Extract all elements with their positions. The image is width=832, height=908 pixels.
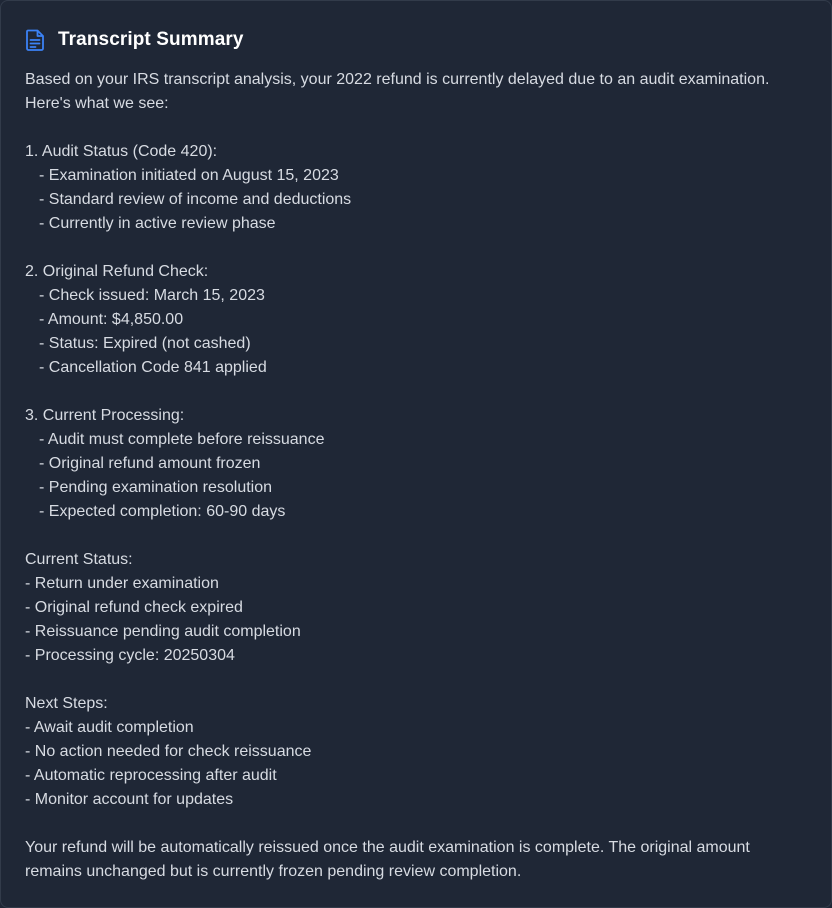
list-item: - Expected completion: 60-90 days xyxy=(39,503,286,520)
list-item: - Processing cycle: 20250304 xyxy=(25,647,235,664)
list-item: - Original refund amount frozen xyxy=(39,455,261,472)
list-item: - Amount: $4,850.00 xyxy=(39,311,184,328)
list-item: - Return under examination xyxy=(25,575,219,592)
list-item: - Automatic reprocessing after audit xyxy=(25,767,277,784)
list-item: - Cancellation Code 841 applied xyxy=(39,359,267,376)
intro-line: Here's what we see: xyxy=(25,95,169,112)
list-item: - Await audit completion xyxy=(25,719,194,736)
document-icon xyxy=(25,29,45,51)
list-item: - Monitor account for updates xyxy=(25,791,234,808)
closing-line: Your refund will be automatically reissued once the audit examination is complete. The original amount xyxy=(25,839,750,856)
closing-line: remains unchanged but is currently frozen pending review completion. xyxy=(25,863,522,880)
list-item: - Currently in active review phase xyxy=(39,215,276,232)
list-item: - Standard review of income and deductions xyxy=(39,191,352,208)
card-header xyxy=(25,27,244,53)
list-item: - Pending examination resolution xyxy=(39,479,273,496)
list-item: - Status: Expired (not cashed) xyxy=(39,335,251,352)
summary-content xyxy=(25,68,815,884)
list-item: - Examination initiated on August 15, 2023 xyxy=(39,167,339,184)
section-heading: Current Status: xyxy=(25,551,133,568)
section-heading: 1. Audit Status (Code 420): xyxy=(25,143,218,160)
section-heading: 3. Current Processing: xyxy=(25,407,185,424)
list-item: - Audit must complete before reissuance xyxy=(39,431,325,448)
list-item: - Original refund check expired xyxy=(25,599,243,616)
section-heading: 2. Original Refund Check: xyxy=(25,263,209,280)
list-item: - Reissuance pending audit completion xyxy=(25,623,301,640)
list-item: - Check issued: March 15, 2023 xyxy=(39,287,265,304)
section-heading: Next Steps: xyxy=(25,695,108,712)
card-title: Transcript Summary xyxy=(58,29,244,50)
intro-line: Based on your IRS transcript analysis, your 2022 refund is currently delayed due to an audit examination. xyxy=(25,71,770,88)
list-item: - No action needed for check reissuance xyxy=(25,743,312,760)
